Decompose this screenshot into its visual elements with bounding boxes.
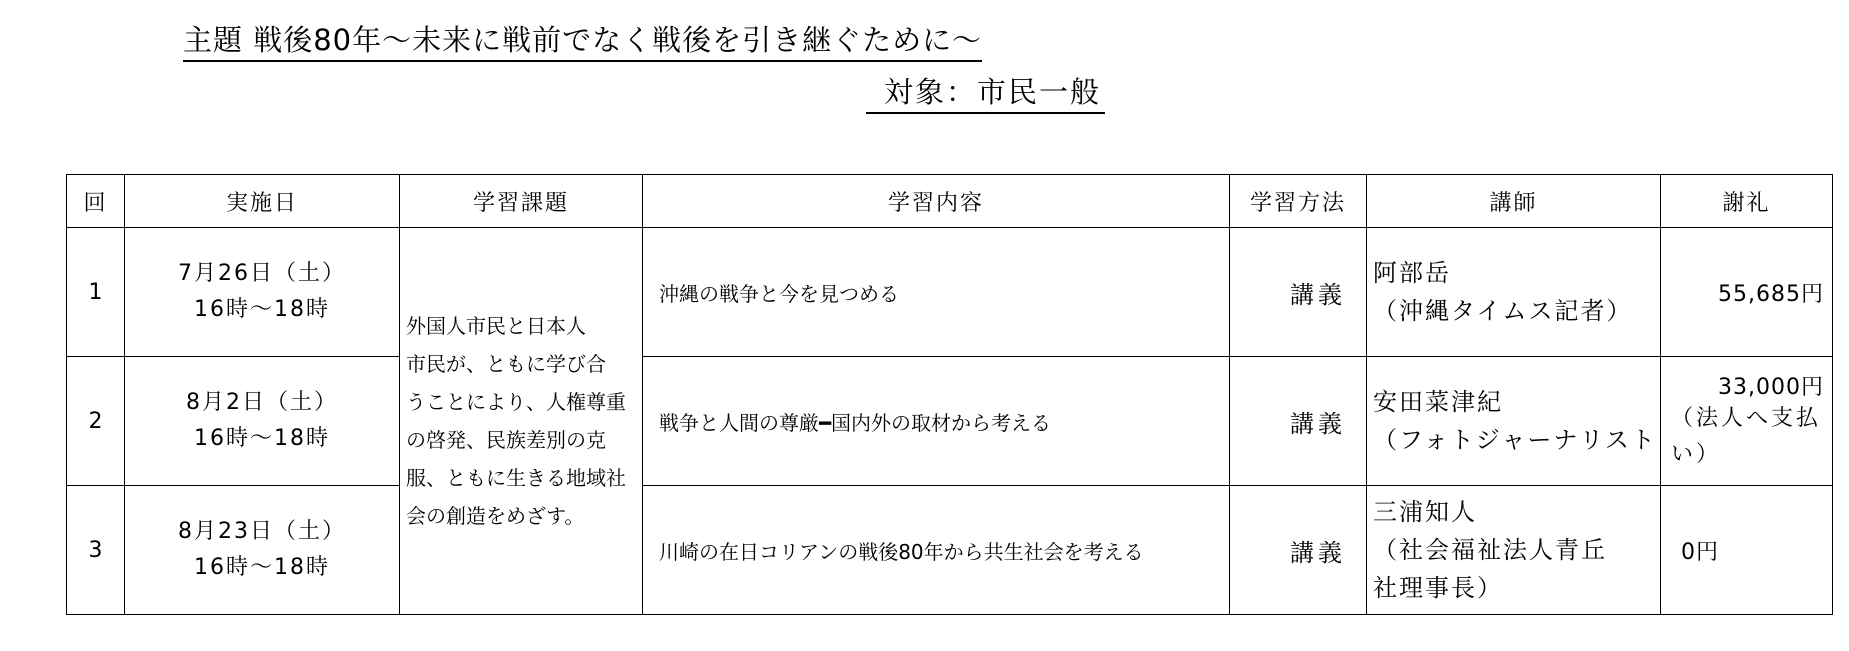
- column-header-fee: 謝礼: [1661, 175, 1833, 228]
- date-text: 7月26日（土）: [178, 261, 346, 286]
- learning-content: 沖縄の戦争と今を見つめる: [643, 228, 1230, 357]
- topic-line: 外国人市民と日本人: [406, 314, 586, 338]
- session-number: 1: [67, 228, 125, 357]
- session-date: [125, 486, 400, 615]
- time-text: 16時～18時: [194, 297, 330, 322]
- learning-content: 川崎の在日コリアンの戦後80年から共生社会を考える: [643, 486, 1230, 615]
- honorarium: [1661, 486, 1833, 615]
- column-header-content: 学習内容: [643, 175, 1230, 228]
- session-number: 2: [67, 357, 125, 486]
- lecturer: [1367, 357, 1661, 486]
- page-title: 主題 戦後80年～未来に戦前でなく戦後を引き継ぐために～: [183, 22, 982, 62]
- lecturer-name: 阿部岳: [1373, 259, 1451, 287]
- learning-topic: [400, 228, 643, 615]
- target-audience: 対象：市民一般: [866, 74, 1105, 114]
- lecturer-role: （フォトジャーナリスト: [1373, 426, 1657, 454]
- session-date: [125, 228, 400, 357]
- topic-line: 市民が、ともに学び合: [406, 352, 606, 376]
- time-text: 16時～18時: [194, 555, 330, 580]
- session-number: 3: [67, 486, 125, 615]
- learning-method: 講義: [1230, 357, 1367, 486]
- table-row: [67, 486, 1833, 615]
- lecturer: [1367, 486, 1661, 615]
- lecturer-name: 三浦知人: [1373, 498, 1477, 526]
- table-header-row: [67, 175, 1833, 228]
- lecturer-role: （社会福祉法人青丘: [1373, 536, 1607, 564]
- table-row: [67, 228, 1833, 357]
- column-header-date: 実施日: [125, 175, 400, 228]
- honorarium: [1661, 357, 1833, 486]
- learning-content: 戦争と人間の尊厳━国内外の取材から考える: [643, 357, 1230, 486]
- learning-method: 講義: [1230, 228, 1367, 357]
- lecturer-role: （沖縄タイムス記者）: [1373, 297, 1633, 325]
- table-row: [67, 357, 1833, 486]
- column-header-lecturer: 講師: [1367, 175, 1661, 228]
- schedule-table: [66, 174, 1833, 615]
- learning-method: 講義: [1230, 486, 1367, 615]
- date-text: 8月2日（土）: [186, 390, 338, 415]
- fee-amount: 0円: [1681, 539, 1719, 565]
- time-text: 16時～18時: [194, 426, 330, 451]
- topic-line: 会の創造をめざす。: [406, 504, 585, 528]
- fee-amount: 55,685円: [1718, 281, 1824, 307]
- topic-line: うことにより、人権尊重: [406, 390, 626, 414]
- column-header-method: 学習方法: [1230, 175, 1367, 228]
- topic-line: の啓発、民族差別の克: [406, 428, 606, 452]
- topic-line: 服、ともに生きる地域社: [406, 466, 626, 490]
- fee-note: い）: [1671, 441, 1722, 467]
- lecturer: [1367, 228, 1661, 357]
- date-text: 8月23日（土）: [178, 519, 346, 544]
- column-header-number: 回: [67, 175, 125, 228]
- lecturer-name: 安田菜津紀: [1373, 388, 1503, 416]
- session-date: [125, 357, 400, 486]
- fee-note: （法人へ支払: [1671, 405, 1822, 431]
- column-header-topic: 学習課題: [400, 175, 643, 228]
- fee-amount: 33,000円: [1718, 374, 1824, 400]
- lecturer-role: 社理事長）: [1373, 574, 1503, 602]
- honorarium: [1661, 228, 1833, 357]
